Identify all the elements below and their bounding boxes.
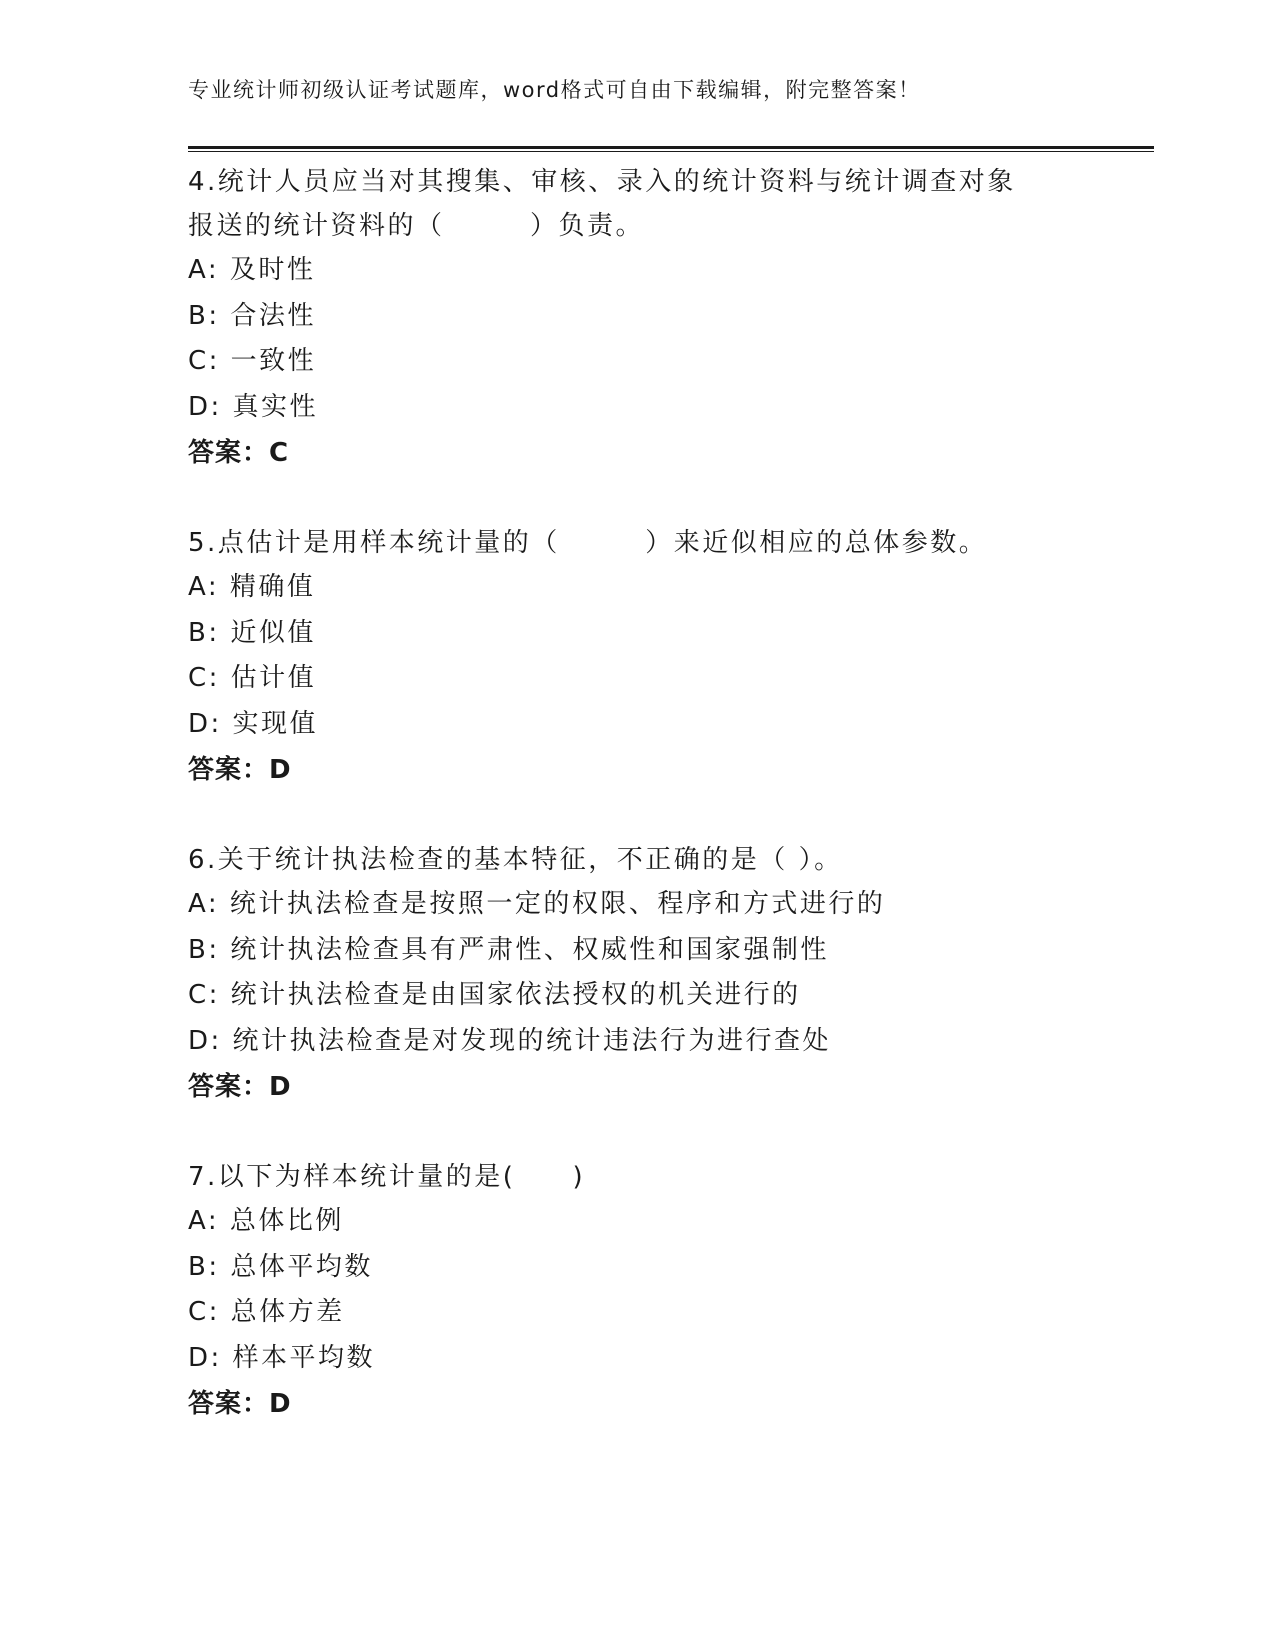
option-c: C: 一致性	[188, 346, 317, 376]
option-a: A: 精确值	[188, 572, 316, 602]
option-b: B: 统计执法检查具有严肃性、权威性和国家强制性	[188, 934, 829, 965]
option-c: C: 总体方差	[188, 1297, 345, 1327]
question-stem: 5.点估计是用样本统计量的（ ）来近似相应的总体参数。	[188, 528, 988, 558]
option-d: D: 实现值	[188, 708, 319, 739]
option-a: A: 统计执法检查是按照一定的权限、程序和方式进行的	[188, 889, 886, 919]
option-d: D: 真实性	[188, 391, 319, 422]
option-b: B: 总体平均数	[188, 1251, 373, 1282]
option-c: C: 估计值	[188, 663, 317, 693]
option-d: D: 统计执法检查是对发现的统计违法行为进行查处	[188, 1025, 832, 1056]
option-c: C: 统计执法检查是由国家依法授权的机关进行的	[188, 980, 801, 1010]
answer: 答案：D	[188, 1389, 292, 1419]
question-stem: 4.统计人员应当对其搜集、审核、录入的统计资料与统计调查对象报送的统计资料的（ ）负责。	[188, 167, 1016, 241]
option-d: D: 样本平均数	[188, 1342, 376, 1373]
option-b: B: 近似值	[188, 617, 316, 648]
option-a: A: 及时性	[188, 255, 316, 285]
answer: 答案：D	[188, 755, 292, 785]
question-stem: 6.关于统计执法检查的基本特征，不正确的是（ ）。	[188, 845, 843, 875]
question-4	[188, 160, 1088, 476]
question-7	[188, 1155, 1088, 1427]
option-b: B: 合法性	[188, 300, 316, 331]
option-a: A: 总体比例	[188, 1206, 344, 1236]
question-stem: 7.以下为样本统计量的是( )	[188, 1162, 586, 1192]
question-5	[188, 521, 1088, 793]
page-header: 专业统计师初级认证考试题库，word格式可自由下载编辑，附完整答案！	[188, 78, 921, 102]
header-divider	[188, 146, 1154, 152]
question-6	[188, 838, 1088, 1110]
question-list	[188, 160, 1088, 1472]
answer: 答案：D	[188, 1072, 292, 1102]
answer: 答案：C	[188, 438, 290, 468]
